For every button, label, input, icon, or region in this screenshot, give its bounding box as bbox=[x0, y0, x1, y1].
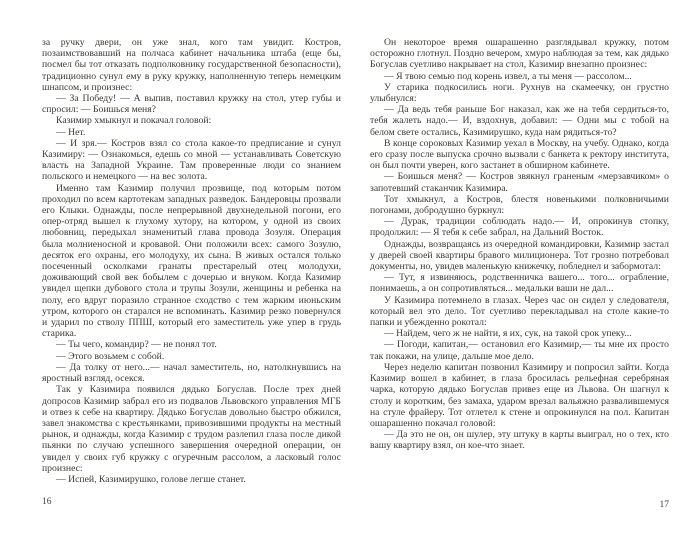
paragraph: — Да толку от него...— начал заместитель, но, натолкнувшись на яростный взгляд, осекся. bbox=[42, 361, 341, 385]
paragraph: Через неделю капитан позвонил Казимиру и попросил зайти. Когда Казимир вошел в кабинет, в глаза бросилась рельефная серебряная чарка, которую дядько Богуслав привез еще из Львова. Он шагнул к столу и коротким, без замаха, ударом врезал вальяжно развалившемуся на стуле фрайеру. Тот отлетел к стене и опрокинулся на пол. Капитан ошарашенно покачал головой: bbox=[370, 361, 669, 429]
paragraph: — Нет. bbox=[56, 126, 86, 138]
paragraph: У Казимира потемнело в глазах. Через час он сидел у следователя, который вел это дело. Тот суетливо перекладывал на столе какие-то папки и убежденно рокотал: bbox=[370, 294, 669, 329]
paragraph: — Да ведь тебя раньше Бог наказал, как же на тебя сердиться-то, тебя жалеть надо.— И, вздохнув, добавил: — Одни мы с тобой на белом свете остались, Казимирушко, куда нам рядиться-то? bbox=[370, 104, 669, 138]
paragraph: — Боишься меня? — Костров звякнул граненым «мерзавчиком» о запотевший стаканчик Казимира. bbox=[370, 171, 669, 194]
paragraph: В конце сороковых Казимир уехал в Москву, на учебу. Однако, когда его сразу после выпуска срочно вызвали с банкета к ректору института, он был почти уверен, кого застанет в обширном кабинете. bbox=[370, 137, 669, 172]
paragraph: — Испей, Казимирушко, голове легше станет. bbox=[56, 473, 246, 485]
page-left-text-block bbox=[42, 37, 341, 497]
paragraph: — Ты чего, командир? — не понял тот. bbox=[56, 339, 217, 351]
paragraph: Тот хмыкнул, а Костров, блестя новенькими полковничьими погонами, добродушно буркнул: bbox=[370, 193, 669, 217]
paragraph: Казимир хмыкнул и покачал головой: bbox=[56, 115, 212, 127]
page-number-right: 17 bbox=[659, 500, 669, 510]
paragraph: — И зря.— Костров взял со стола какое-то предписание и сунул Казимиру: — Ознакомься, едешь со мной — устанавливать Советскую власть на Западной Украине. Там проверенные люди со знанием польского и немецкого — на вес золота. bbox=[42, 137, 341, 183]
paragraph: — Тут, я извиняюсь, родственничка вашего... того... ограбление, понимаешь, а он сопротивляться... медальки ваши не дал... bbox=[370, 272, 669, 295]
paragraph: за ручку двери, он уже знал, кого там увидит. Костров, позаимствовавший на полчаса кабинет начальника штаба (еще бы, посмел бы тот отказать подполковнику государственной безопасности), традиционно сунул ему в руку кружку, наполненную теперь немецким шнапсом, и произнес: bbox=[42, 37, 341, 93]
paragraph: — Дурак, традиции соблюдать надо.— И, опрокинув стопку, продолжил: — Я тебя к себе забрал, на Дальний Восток. bbox=[370, 216, 669, 239]
page-right-text-block bbox=[370, 37, 669, 497]
paragraph: — Найдем, чего ж не найти, я их, сук, на такой срок упеку... bbox=[384, 328, 632, 340]
paragraph: — За Победу! — А выпив, поставил кружку на стол, утер губы и спросил: — Боишься меня? bbox=[42, 93, 341, 116]
paragraph: — Я твою семью под корень извел, а ты меня — рассолом... bbox=[384, 70, 632, 82]
paragraph: Он некоторое время ошарашенно разглядывал кружку, потом осторожно глотнул. Поздно вечером, хмуро наблюдая за тем, как дядько Богуслав суетливо накрывает на стол, Казимир внезапно произнес: bbox=[370, 37, 669, 71]
paragraph: Так у Казимира появился дядько Богуслав. После трех дней допросов Казимир забрал его из подвалов Львовского управления МГБ и отвез к себе на квартиру. Дядько Богуслав довольно быстро обжился, завел знакомства с крестьянками, привозившими продукты на местный рынок, и однажды, когда Казимир с трудом разлепил глаза после дикой пьянки по случаю успешного завершения очередной операции, он увидел у своих губ кружку с огуречным рассолом, а ласковый голос произнес: bbox=[42, 384, 341, 474]
paragraph: Именно там Казимир получил прозвище, под которым потом проходил по всем картотекам западных разведок. Бандеровцы прозвали его Клыки. Однажды, после непрерывной двухнедельной погони, его опер-отряд вышел к глухому хутору, на котором, у одной из своих любовниц, передыхал знаменитый глава провода Зозуля. Операция была молниеносной и кровавой. Они положили всех: самого Зозулю, десяток его охраны, его молодуху, их сына. В живых остался только посеченный осколками гранаты престарелый отец молодухи, доживающий свой век бобылем с дочерью и внуком. Когда Казимир увидел щепки дубового стола и трупы Зозули, женщины и ребенка на полу, его вдруг поразило странное сходство с тем жарким июньским утром, которого он старался не вспоминать. Казимир резко повернулся и ударил по стволу ППШ, который его заместитель уже упер в грудь старика. bbox=[42, 182, 341, 340]
page-number-left: 16 bbox=[42, 497, 52, 507]
paragraph: — Этого возьмем с собой. bbox=[56, 350, 165, 362]
paragraph: У старика подкосились ноги. Рухнув на скамеечку, он грустно улыбнулся: bbox=[370, 81, 669, 105]
paragraph: Однажды, возвращаясь из очередной командировки, Казимир застал у дверей своей квартиры бравого милиционера. Тот грозно потребовал документы, но, увидев маленькую книжечку, побледнел и забормотал: bbox=[370, 238, 669, 273]
paragraph: — Да это не он, он шулер, эту штуку в карты выиграл, но о тех, кто вашу квартиру взял, он кое-что знает. bbox=[370, 429, 669, 452]
paragraph: — Погоди, капитан,— остановил его Казимир,— ты мне их просто так покажи, на улице, дальше мое дело. bbox=[370, 339, 669, 362]
